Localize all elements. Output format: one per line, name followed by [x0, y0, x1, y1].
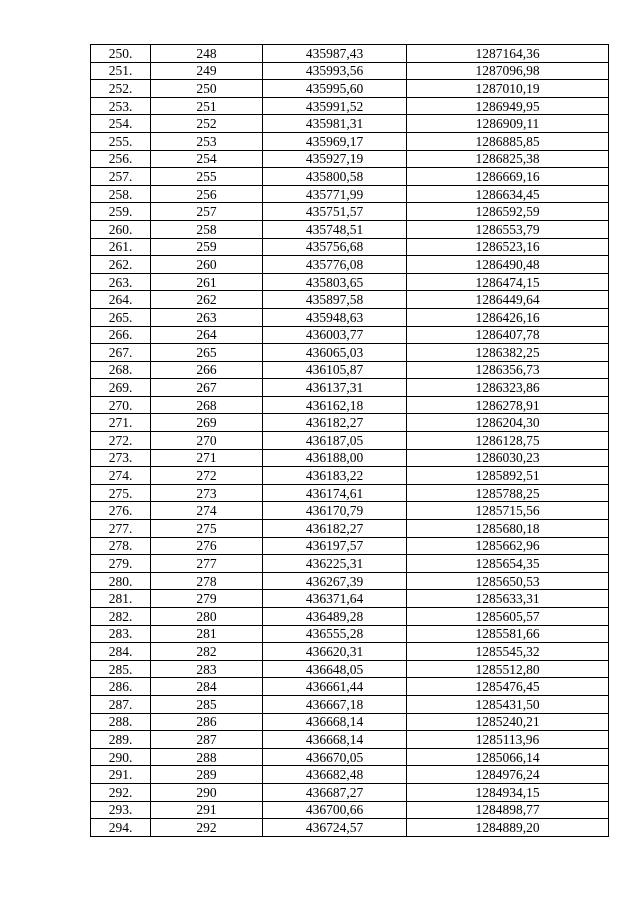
x-coordinate-cell: 436670,05 — [263, 748, 407, 766]
row-number-cell: 279. — [91, 555, 151, 573]
table-row — [91, 168, 609, 186]
table-row — [91, 608, 609, 626]
table-row — [91, 150, 609, 168]
y-coordinate-cell: 1286407,78 — [407, 326, 609, 344]
x-coordinate-cell: 435800,58 — [263, 168, 407, 186]
point-number-cell: 249 — [151, 62, 263, 80]
x-coordinate-cell: 435751,57 — [263, 203, 407, 221]
row-number-cell: 278. — [91, 537, 151, 555]
point-number-cell: 286 — [151, 713, 263, 731]
y-coordinate-cell: 1286592,59 — [407, 203, 609, 221]
table-row — [91, 590, 609, 608]
point-number-cell: 281 — [151, 625, 263, 643]
x-coordinate-cell: 436555,28 — [263, 625, 407, 643]
point-number-cell: 269 — [151, 414, 263, 432]
table-row — [91, 396, 609, 414]
point-number-cell: 257 — [151, 203, 263, 221]
point-number-cell: 285 — [151, 695, 263, 713]
row-number-cell: 259. — [91, 203, 151, 221]
y-coordinate-cell: 1285240,21 — [407, 713, 609, 731]
row-number-cell: 270. — [91, 396, 151, 414]
y-coordinate-cell: 1286356,73 — [407, 361, 609, 379]
x-coordinate-cell: 436668,14 — [263, 731, 407, 749]
y-coordinate-cell: 1286128,75 — [407, 432, 609, 450]
y-coordinate-cell: 1285605,57 — [407, 608, 609, 626]
x-coordinate-cell: 435969,17 — [263, 132, 407, 150]
table-row — [91, 731, 609, 749]
x-coordinate-cell: 436682,48 — [263, 766, 407, 784]
point-number-cell: 273 — [151, 484, 263, 502]
x-coordinate-cell: 436162,18 — [263, 396, 407, 414]
x-coordinate-cell: 436003,77 — [263, 326, 407, 344]
point-number-cell: 261 — [151, 273, 263, 291]
point-number-cell: 283 — [151, 660, 263, 678]
table-row — [91, 695, 609, 713]
table-row — [91, 291, 609, 309]
row-number-cell: 283. — [91, 625, 151, 643]
table-row — [91, 238, 609, 256]
y-coordinate-cell: 1284898,77 — [407, 801, 609, 819]
y-coordinate-cell: 1286669,16 — [407, 168, 609, 186]
point-number-cell: 280 — [151, 608, 263, 626]
row-number-cell: 258. — [91, 185, 151, 203]
y-coordinate-cell: 1285654,35 — [407, 555, 609, 573]
row-number-cell: 269. — [91, 379, 151, 397]
table-row — [91, 308, 609, 326]
y-coordinate-cell: 1285633,31 — [407, 590, 609, 608]
point-number-cell: 262 — [151, 291, 263, 309]
x-coordinate-cell: 435993,56 — [263, 62, 407, 80]
y-coordinate-cell: 1286553,79 — [407, 220, 609, 238]
table-row — [91, 555, 609, 573]
row-number-cell: 263. — [91, 273, 151, 291]
y-coordinate-cell: 1285512,80 — [407, 660, 609, 678]
x-coordinate-cell: 436648,05 — [263, 660, 407, 678]
point-number-cell: 259 — [151, 238, 263, 256]
row-number-cell: 251. — [91, 62, 151, 80]
x-coordinate-cell: 436197,57 — [263, 537, 407, 555]
point-number-cell: 258 — [151, 220, 263, 238]
table-row — [91, 484, 609, 502]
y-coordinate-cell: 1286323,86 — [407, 379, 609, 397]
x-coordinate-cell: 435995,60 — [263, 80, 407, 98]
table-row — [91, 502, 609, 520]
row-number-cell: 280. — [91, 572, 151, 590]
row-number-cell: 273. — [91, 449, 151, 467]
y-coordinate-cell: 1287164,36 — [407, 45, 609, 63]
row-number-cell: 285. — [91, 660, 151, 678]
row-number-cell: 266. — [91, 326, 151, 344]
table-row — [91, 819, 609, 837]
x-coordinate-cell: 435948,63 — [263, 308, 407, 326]
point-number-cell: 266 — [151, 361, 263, 379]
row-number-cell: 282. — [91, 608, 151, 626]
x-coordinate-cell: 436667,18 — [263, 695, 407, 713]
y-coordinate-cell: 1284889,20 — [407, 819, 609, 837]
table-row — [91, 432, 609, 450]
point-number-cell: 248 — [151, 45, 263, 63]
coordinates-table — [90, 44, 609, 837]
table-row — [91, 344, 609, 362]
point-number-cell: 267 — [151, 379, 263, 397]
x-coordinate-cell: 436661,44 — [263, 678, 407, 696]
table-row — [91, 45, 609, 63]
y-coordinate-cell: 1286885,85 — [407, 132, 609, 150]
table-row — [91, 766, 609, 784]
point-number-cell: 274 — [151, 502, 263, 520]
table-row — [91, 62, 609, 80]
table-row — [91, 80, 609, 98]
table-row — [91, 801, 609, 819]
y-coordinate-cell: 1284934,15 — [407, 783, 609, 801]
table-row — [91, 467, 609, 485]
row-number-cell: 290. — [91, 748, 151, 766]
y-coordinate-cell: 1286490,48 — [407, 256, 609, 274]
y-coordinate-cell: 1286634,45 — [407, 185, 609, 203]
y-coordinate-cell: 1286382,25 — [407, 344, 609, 362]
y-coordinate-cell: 1285545,32 — [407, 643, 609, 661]
row-number-cell: 294. — [91, 819, 151, 837]
point-number-cell: 263 — [151, 308, 263, 326]
row-number-cell: 264. — [91, 291, 151, 309]
point-number-cell: 268 — [151, 396, 263, 414]
x-coordinate-cell: 435776,08 — [263, 256, 407, 274]
row-number-cell: 261. — [91, 238, 151, 256]
x-coordinate-cell: 436170,79 — [263, 502, 407, 520]
y-coordinate-cell: 1286474,15 — [407, 273, 609, 291]
x-coordinate-cell: 436187,05 — [263, 432, 407, 450]
row-number-cell: 254. — [91, 115, 151, 133]
point-number-cell: 275 — [151, 520, 263, 538]
y-coordinate-cell: 1285892,51 — [407, 467, 609, 485]
x-coordinate-cell: 435756,68 — [263, 238, 407, 256]
row-number-cell: 257. — [91, 168, 151, 186]
row-number-cell: 262. — [91, 256, 151, 274]
row-number-cell: 252. — [91, 80, 151, 98]
x-coordinate-cell: 436371,64 — [263, 590, 407, 608]
x-coordinate-cell: 436668,14 — [263, 713, 407, 731]
point-number-cell: 277 — [151, 555, 263, 573]
table-row — [91, 115, 609, 133]
point-number-cell: 288 — [151, 748, 263, 766]
x-coordinate-cell: 435748,51 — [263, 220, 407, 238]
table-row — [91, 97, 609, 115]
x-coordinate-cell: 435897,58 — [263, 291, 407, 309]
row-number-cell: 286. — [91, 678, 151, 696]
x-coordinate-cell: 436188,00 — [263, 449, 407, 467]
row-number-cell: 268. — [91, 361, 151, 379]
x-coordinate-cell: 436267,39 — [263, 572, 407, 590]
table-row — [91, 449, 609, 467]
y-coordinate-cell: 1286449,64 — [407, 291, 609, 309]
table-row — [91, 326, 609, 344]
x-coordinate-cell: 436137,31 — [263, 379, 407, 397]
point-number-cell: 256 — [151, 185, 263, 203]
row-number-cell: 289. — [91, 731, 151, 749]
y-coordinate-cell: 1286949,95 — [407, 97, 609, 115]
table-row — [91, 625, 609, 643]
point-number-cell: 282 — [151, 643, 263, 661]
y-coordinate-cell: 1286278,91 — [407, 396, 609, 414]
y-coordinate-cell: 1285662,96 — [407, 537, 609, 555]
y-coordinate-cell: 1285788,25 — [407, 484, 609, 502]
point-number-cell: 284 — [151, 678, 263, 696]
coordinates-table-body — [91, 45, 609, 837]
y-coordinate-cell: 1286204,30 — [407, 414, 609, 432]
y-coordinate-cell: 1285581,66 — [407, 625, 609, 643]
point-number-cell: 272 — [151, 467, 263, 485]
y-coordinate-cell: 1285431,50 — [407, 695, 609, 713]
point-number-cell: 276 — [151, 537, 263, 555]
row-number-cell: 255. — [91, 132, 151, 150]
y-coordinate-cell: 1286825,38 — [407, 150, 609, 168]
table-row — [91, 643, 609, 661]
table-row — [91, 572, 609, 590]
point-number-cell: 279 — [151, 590, 263, 608]
row-number-cell: 277. — [91, 520, 151, 538]
point-number-cell: 250 — [151, 80, 263, 98]
y-coordinate-cell: 1286523,16 — [407, 238, 609, 256]
table-row — [91, 256, 609, 274]
row-number-cell: 288. — [91, 713, 151, 731]
x-coordinate-cell: 435771,99 — [263, 185, 407, 203]
point-number-cell: 290 — [151, 783, 263, 801]
row-number-cell: 276. — [91, 502, 151, 520]
x-coordinate-cell: 435927,19 — [263, 150, 407, 168]
row-number-cell: 292. — [91, 783, 151, 801]
point-number-cell: 292 — [151, 819, 263, 837]
x-coordinate-cell: 436620,31 — [263, 643, 407, 661]
point-number-cell: 291 — [151, 801, 263, 819]
y-coordinate-cell: 1285650,53 — [407, 572, 609, 590]
point-number-cell: 260 — [151, 256, 263, 274]
x-coordinate-cell: 435987,43 — [263, 45, 407, 63]
table-row — [91, 273, 609, 291]
y-coordinate-cell: 1284976,24 — [407, 766, 609, 784]
point-number-cell: 278 — [151, 572, 263, 590]
x-coordinate-cell: 435991,52 — [263, 97, 407, 115]
row-number-cell: 293. — [91, 801, 151, 819]
row-number-cell: 275. — [91, 484, 151, 502]
x-coordinate-cell: 436489,28 — [263, 608, 407, 626]
x-coordinate-cell: 436225,31 — [263, 555, 407, 573]
x-coordinate-cell: 436183,22 — [263, 467, 407, 485]
table-row — [91, 713, 609, 731]
table-row — [91, 414, 609, 432]
table-row — [91, 379, 609, 397]
table-row — [91, 361, 609, 379]
x-coordinate-cell: 436182,27 — [263, 414, 407, 432]
x-coordinate-cell: 436182,27 — [263, 520, 407, 538]
table-row — [91, 537, 609, 555]
point-number-cell: 287 — [151, 731, 263, 749]
y-coordinate-cell: 1285715,56 — [407, 502, 609, 520]
table-row — [91, 783, 609, 801]
x-coordinate-cell: 436105,87 — [263, 361, 407, 379]
x-coordinate-cell: 436724,57 — [263, 819, 407, 837]
point-number-cell: 265 — [151, 344, 263, 362]
point-number-cell: 270 — [151, 432, 263, 450]
row-number-cell: 250. — [91, 45, 151, 63]
table-row — [91, 678, 609, 696]
point-number-cell: 251 — [151, 97, 263, 115]
row-number-cell: 260. — [91, 220, 151, 238]
table-row — [91, 660, 609, 678]
table-row — [91, 220, 609, 238]
table-row — [91, 185, 609, 203]
table-row — [91, 520, 609, 538]
table-row — [91, 203, 609, 221]
point-number-cell: 271 — [151, 449, 263, 467]
row-number-cell: 256. — [91, 150, 151, 168]
x-coordinate-cell: 436687,27 — [263, 783, 407, 801]
y-coordinate-cell: 1286426,16 — [407, 308, 609, 326]
x-coordinate-cell: 436174,61 — [263, 484, 407, 502]
row-number-cell: 291. — [91, 766, 151, 784]
row-number-cell: 253. — [91, 97, 151, 115]
y-coordinate-cell: 1286909,11 — [407, 115, 609, 133]
row-number-cell: 287. — [91, 695, 151, 713]
x-coordinate-cell: 436065,03 — [263, 344, 407, 362]
y-coordinate-cell: 1286030,23 — [407, 449, 609, 467]
row-number-cell: 271. — [91, 414, 151, 432]
table-row — [91, 748, 609, 766]
row-number-cell: 274. — [91, 467, 151, 485]
y-coordinate-cell: 1287096,98 — [407, 62, 609, 80]
row-number-cell: 265. — [91, 308, 151, 326]
row-number-cell: 272. — [91, 432, 151, 450]
point-number-cell: 253 — [151, 132, 263, 150]
point-number-cell: 255 — [151, 168, 263, 186]
point-number-cell: 264 — [151, 326, 263, 344]
y-coordinate-cell: 1285113,96 — [407, 731, 609, 749]
row-number-cell: 281. — [91, 590, 151, 608]
point-number-cell: 289 — [151, 766, 263, 784]
y-coordinate-cell: 1285680,18 — [407, 520, 609, 538]
row-number-cell: 267. — [91, 344, 151, 362]
x-coordinate-cell: 435803,65 — [263, 273, 407, 291]
x-coordinate-cell: 435981,31 — [263, 115, 407, 133]
point-number-cell: 252 — [151, 115, 263, 133]
y-coordinate-cell: 1285066,14 — [407, 748, 609, 766]
y-coordinate-cell: 1285476,45 — [407, 678, 609, 696]
row-number-cell: 284. — [91, 643, 151, 661]
table-row — [91, 132, 609, 150]
y-coordinate-cell: 1287010,19 — [407, 80, 609, 98]
x-coordinate-cell: 436700,66 — [263, 801, 407, 819]
point-number-cell: 254 — [151, 150, 263, 168]
